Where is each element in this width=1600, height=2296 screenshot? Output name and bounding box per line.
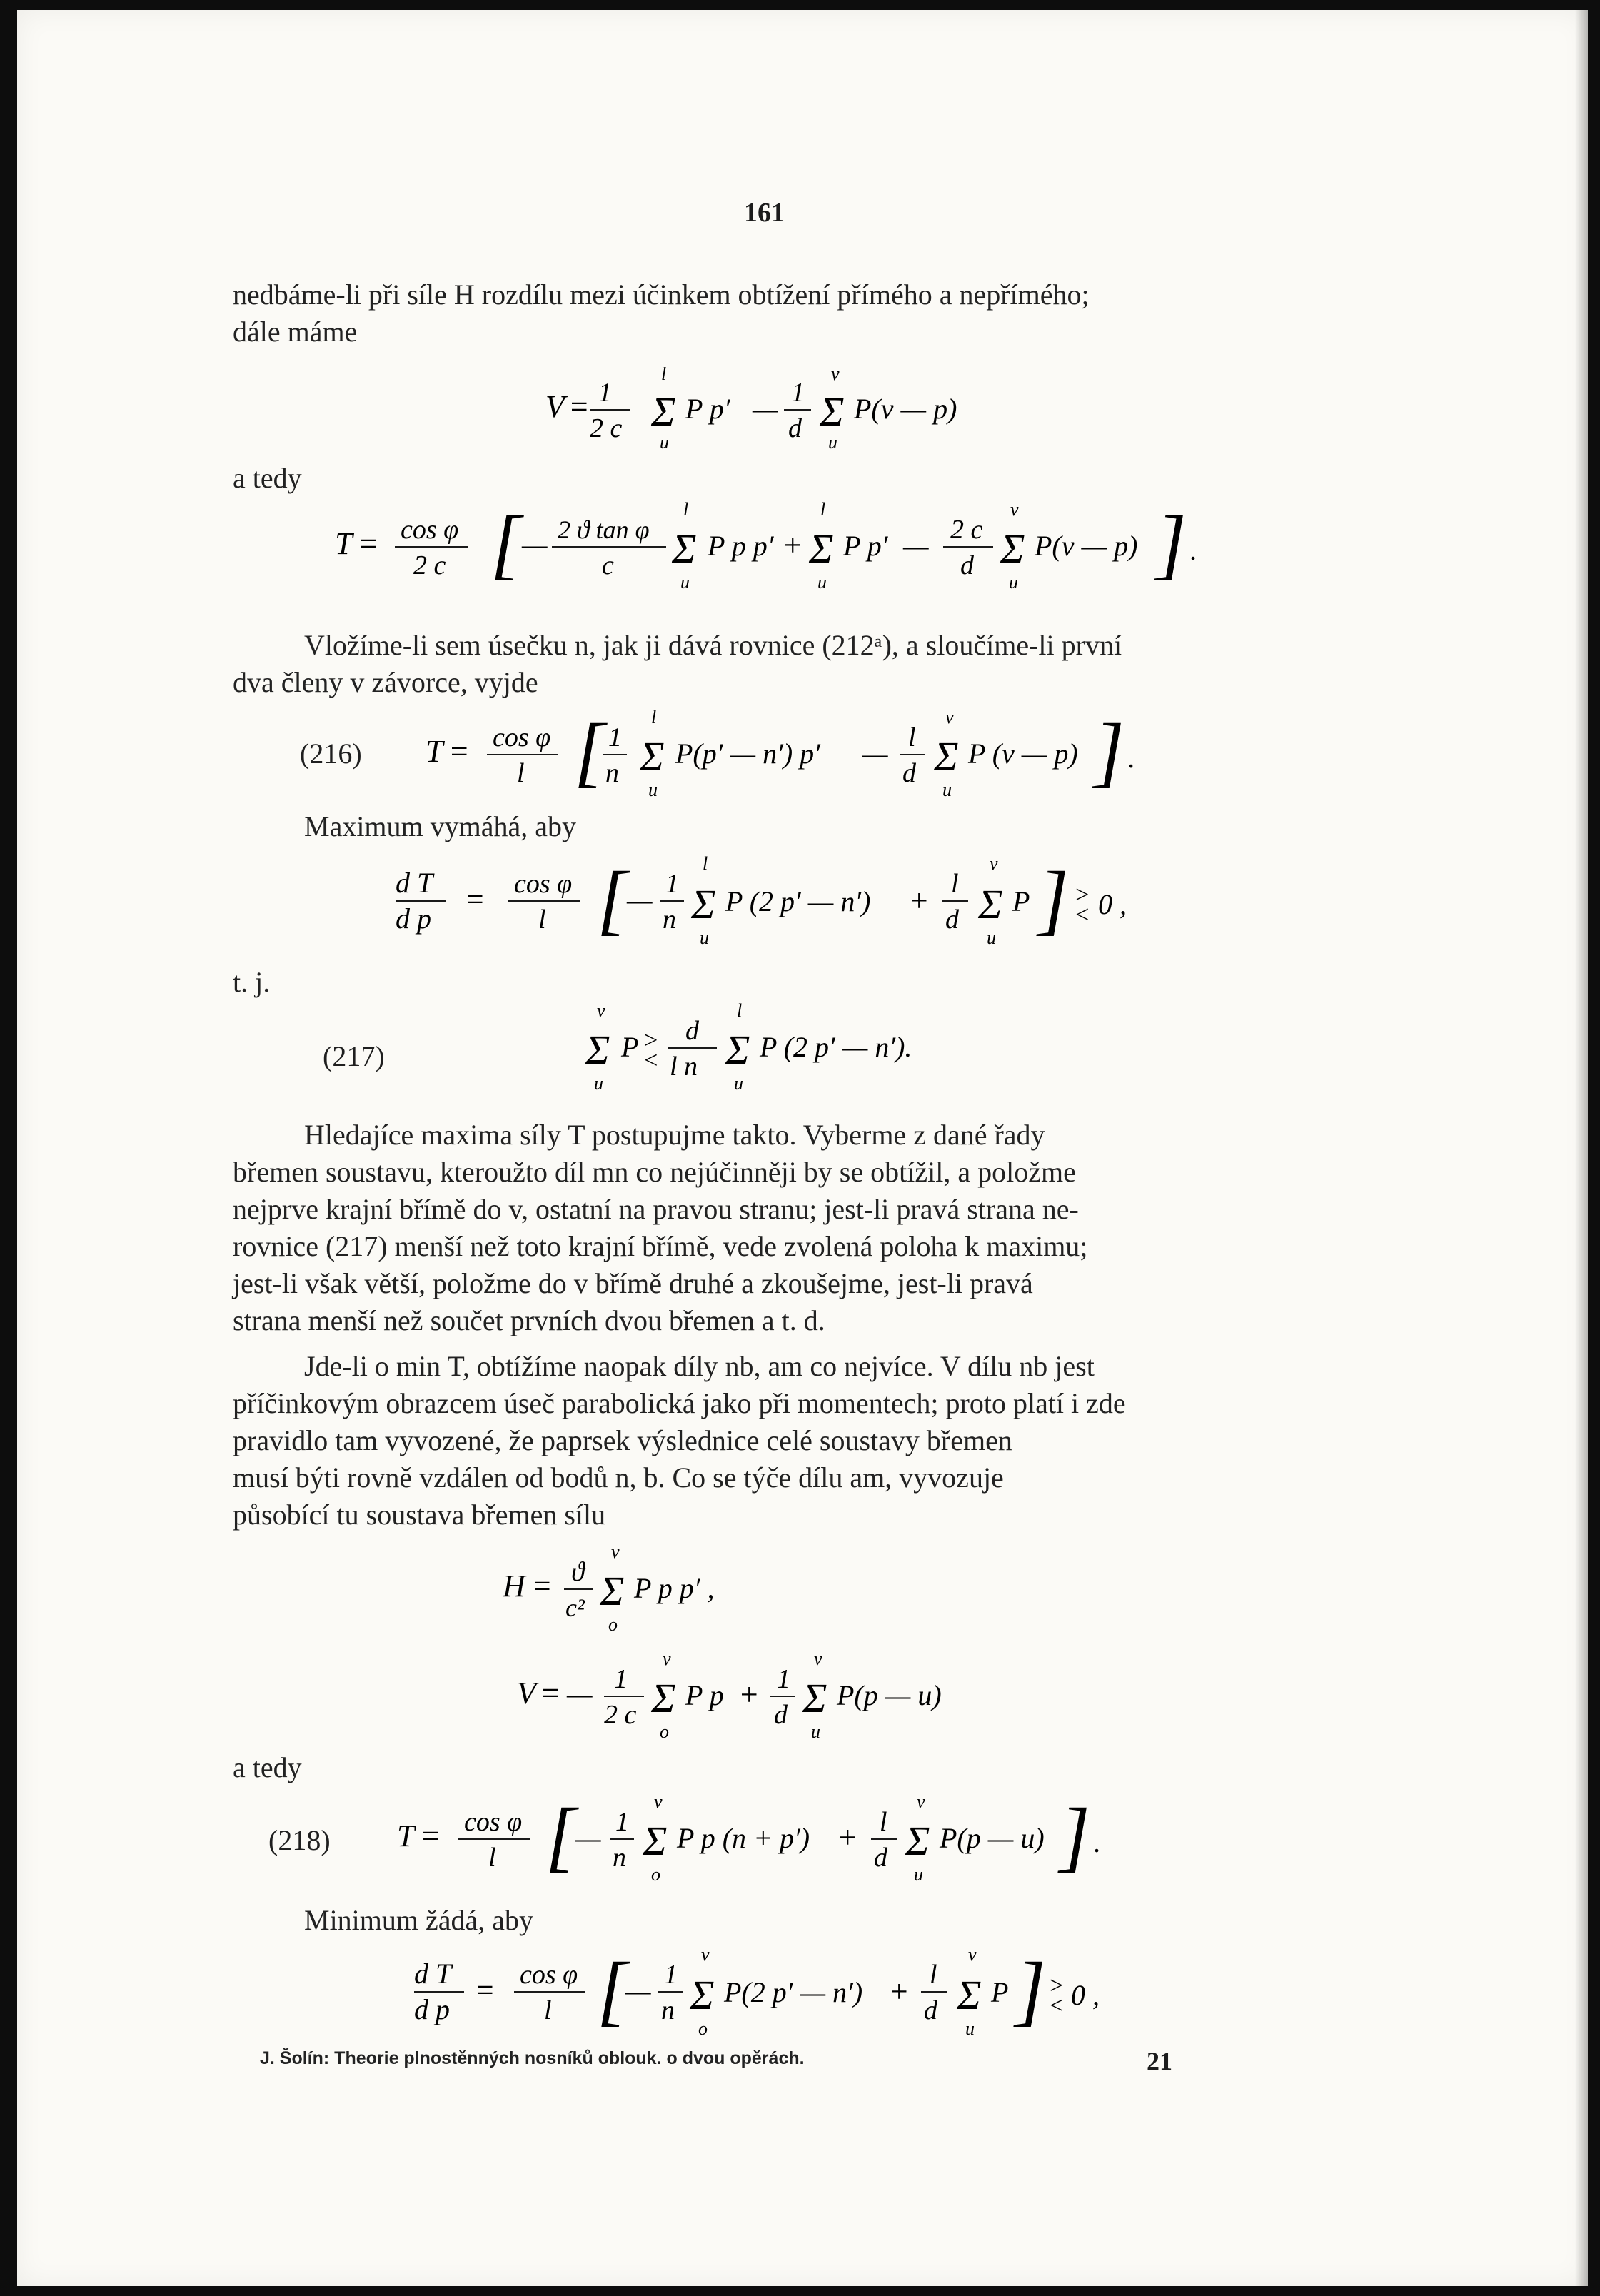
svg-text:—: — <box>575 1822 601 1854</box>
svg-text:o: o <box>608 1614 618 1635</box>
text-p4b: příčinkovým obrazcem úseč parabolická jako při momentech; proto platí i zde <box>233 1387 1126 1419</box>
text-p3e: jest-li však větší, položme do v břímě druhé a zkoušejme, jest-li pravá <box>233 1267 1033 1299</box>
svg-text:1: 1 <box>598 378 612 408</box>
svg-text:P (2 p′ — n′): P (2 p′ — n′) <box>725 885 871 917</box>
text-p1a: Vložíme-li sem úsečku n, jak ji dává rovnice (212ᵃ), a sloučíme-li první <box>304 629 1122 661</box>
svg-text:—: — <box>567 1678 593 1710</box>
equation-v2-graphic <box>517 1648 1088 1748</box>
svg-text:1: 1 <box>777 1664 790 1694</box>
svg-text:l: l <box>661 367 667 384</box>
svg-text:v: v <box>654 1791 663 1812</box>
svg-text:—: — <box>625 1975 651 2007</box>
svg-text:cos φ: cos φ <box>514 869 573 899</box>
label-t-j: t. j. <box>233 966 271 998</box>
svg-text:1: 1 <box>665 869 679 899</box>
svg-text:l: l <box>538 905 546 935</box>
svg-text:<: < <box>643 1047 659 1074</box>
svg-text:l: l <box>951 869 959 899</box>
svg-text:Σ: Σ <box>725 1027 750 1073</box>
svg-text:u: u <box>648 780 658 800</box>
svg-text:Σ: Σ <box>691 881 716 927</box>
equation-217-graphic <box>585 1000 1085 1099</box>
svg-text:>: > <box>1074 882 1090 908</box>
text-p3b: břemen soustavu, kteroužto díl mn co nejúčinněji by se obtížil, a položme <box>233 1156 1076 1188</box>
equation-dt2 <box>414 1942 1199 2057</box>
svg-text:P (v — p): P (v — p) <box>968 737 1078 770</box>
svg-text:cos φ: cos φ <box>493 722 551 752</box>
svg-text:T: T <box>426 734 443 769</box>
page-edge-shadow <box>1575 10 1588 2286</box>
svg-text:v: v <box>663 1648 671 1669</box>
svg-text:P: P <box>621 1031 639 1063</box>
svg-text:]: ] <box>1094 708 1124 795</box>
text-p4a: Jde-li o min T, obtížíme naopak díly nb, am co nejvíce. V dílu nb jest <box>304 1350 1095 1382</box>
svg-text:d p: d p <box>414 1993 450 2025</box>
svg-text:cos φ: cos φ <box>520 1960 578 1990</box>
svg-text:V: V <box>545 389 565 424</box>
svg-text:>: > <box>1048 1973 1065 1999</box>
svg-text:u: u <box>828 432 837 453</box>
equation-v1 <box>545 367 1045 468</box>
text-p5: Minimum žádá, aby <box>304 1904 534 1936</box>
svg-text:c: c <box>602 550 614 580</box>
svg-text:H: H <box>503 1569 525 1603</box>
svg-text:l: l <box>517 758 525 788</box>
svg-text:=: = <box>540 1676 561 1711</box>
svg-text:d: d <box>945 905 959 935</box>
svg-text:v: v <box>968 1944 977 1965</box>
equation-v2 <box>517 1648 1088 1756</box>
text-p3d: rovnice (217) menší než toto krajní břímě, vede zvolená poloha k maximu; <box>233 1230 1088 1262</box>
svg-text:u: u <box>660 432 669 453</box>
svg-text:—: — <box>627 884 653 916</box>
equation-h-graphic <box>503 1541 860 1641</box>
svg-text:o: o <box>660 1721 669 1742</box>
svg-text:l: l <box>651 707 657 727</box>
svg-text:]: ] <box>1060 1792 1090 1879</box>
svg-text:Σ: Σ <box>651 388 676 435</box>
svg-text:l: l <box>737 1000 743 1021</box>
svg-text:[: [ <box>545 1792 576 1879</box>
svg-text:<: < <box>1074 902 1090 928</box>
svg-text:n: n <box>663 905 676 935</box>
svg-text:u: u <box>594 1073 603 1094</box>
svg-text:d p: d p <box>396 902 431 935</box>
page-number: 161 <box>744 198 785 228</box>
svg-text:1: 1 <box>664 1960 678 1990</box>
svg-text:—: — <box>862 737 888 770</box>
svg-text:l: l <box>488 1843 496 1873</box>
svg-text:P (2 p′ — n′).: P (2 p′ — n′). <box>760 1031 912 1063</box>
svg-text:V: V <box>517 1676 536 1711</box>
equation-217 <box>585 1000 1085 1107</box>
svg-text:P(2 p′ — n′): P(2 p′ — n′) <box>724 1976 863 2008</box>
svg-text:Σ: Σ <box>905 1818 930 1864</box>
svg-text:l: l <box>820 499 826 520</box>
svg-text:2 c: 2 c <box>413 550 446 580</box>
text-p3a: Hledajíce maxima síly T postupujme takto. Vyberme z dané řady <box>304 1119 1045 1151</box>
text-p1b: dva členy v závorce, vyjde <box>233 666 538 698</box>
svg-text:2 c: 2 c <box>950 515 983 545</box>
svg-text:o: o <box>651 1864 660 1885</box>
svg-text:Σ: Σ <box>600 1568 625 1614</box>
svg-text:u: u <box>942 780 952 800</box>
svg-text:P p p′: P p p′ <box>708 530 774 562</box>
svg-text:Σ: Σ <box>957 1972 982 2018</box>
svg-text:cos φ: cos φ <box>464 1807 523 1837</box>
svg-text:d T: d T <box>396 867 433 899</box>
svg-text:Σ: Σ <box>934 733 959 780</box>
svg-text:<: < <box>1048 1993 1065 2019</box>
svg-text:0 ,: 0 , <box>1098 888 1127 920</box>
svg-text:=: = <box>568 389 590 424</box>
svg-text:Σ: Σ <box>640 733 665 780</box>
svg-text:Σ: Σ <box>978 881 1003 927</box>
svg-text:u: u <box>817 572 827 593</box>
svg-text:v: v <box>1010 499 1019 520</box>
svg-text:Σ: Σ <box>585 1027 610 1073</box>
text-line-2: dále máme <box>233 316 358 348</box>
svg-text:+: + <box>738 1677 760 1712</box>
svg-text:]: ] <box>1015 1946 1046 2033</box>
equation-dt1 <box>396 851 1252 966</box>
equation-h <box>503 1541 860 1648</box>
svg-text:l: l <box>703 853 708 874</box>
svg-text:2 ϑ tan φ: 2 ϑ tan φ <box>558 515 650 544</box>
footer-citation: J. Šolín: Theorie plnostěnných nosníků oblouk. o dvou opěrách. <box>260 2048 805 2068</box>
svg-text:P(v — p): P(v — p) <box>1035 530 1138 562</box>
text-p3f: strana menší než součet prvních dvou břemen a t. d. <box>233 1304 825 1336</box>
svg-text:+: + <box>888 1974 910 2009</box>
svg-text:d: d <box>788 413 802 443</box>
svg-text:]: ] <box>1038 855 1069 942</box>
svg-text:l: l <box>908 722 916 752</box>
svg-text:.: . <box>1128 742 1135 774</box>
equation-218 <box>397 1791 1254 1898</box>
svg-text:P: P <box>991 1976 1009 2008</box>
equation-v1-graphic <box>545 367 1045 460</box>
svg-text:Σ: Σ <box>820 388 845 435</box>
svg-text:+: + <box>908 883 930 918</box>
equation-t1 <box>335 498 1263 606</box>
svg-text:2 c: 2 c <box>590 413 623 443</box>
svg-text:P p: P p <box>685 1679 724 1711</box>
svg-text:v: v <box>831 367 840 384</box>
svg-text:u: u <box>965 2018 975 2039</box>
svg-text:v: v <box>611 1541 620 1562</box>
svg-text:.: . <box>1094 1826 1101 1858</box>
svg-text:P(p — u): P(p — u) <box>940 1822 1045 1854</box>
svg-text:P p (n + p′): P p (n + p′) <box>677 1822 810 1854</box>
svg-text:n: n <box>661 1995 675 2025</box>
svg-text:d: d <box>685 1016 699 1046</box>
svg-text:+: + <box>782 528 803 563</box>
svg-text:Σ: Σ <box>651 1675 676 1721</box>
text-p4c: pravidlo tam vyvozené, že paprsek výslednice celé soustavy břemen <box>233 1424 1012 1456</box>
svg-text:—: — <box>522 528 548 560</box>
svg-text:P(p′ — n′) p′: P(p′ — n′) p′ <box>675 737 820 770</box>
svg-text:u: u <box>1009 572 1018 593</box>
svg-text:o: o <box>698 2018 708 2039</box>
label-a-tedy-2: a tedy <box>233 1751 302 1783</box>
svg-text:d: d <box>774 1700 788 1730</box>
label-a-tedy-1: a tedy <box>233 462 302 494</box>
svg-text:u: u <box>734 1073 743 1094</box>
text-p3c: nejprve krajní břímě do v, ostatní na pravou stranu; jest-li pravá strana ne- <box>233 1193 1079 1225</box>
svg-text:d: d <box>902 758 916 788</box>
svg-text:v: v <box>990 853 998 874</box>
svg-text:1: 1 <box>608 722 622 752</box>
svg-text:Σ: Σ <box>643 1818 668 1864</box>
svg-text:P p′: P p′ <box>685 393 730 425</box>
svg-text:l: l <box>683 499 689 520</box>
svg-text:—: — <box>903 530 929 562</box>
text-p2: Maximum vymáhá, aby <box>304 810 577 842</box>
svg-text:c²: c² <box>565 1593 585 1622</box>
svg-text:Σ: Σ <box>809 525 834 572</box>
svg-text:P p p′ ,: P p p′ , <box>634 1572 715 1604</box>
svg-text:1: 1 <box>791 378 805 408</box>
text-line-1: nedbáme-li při síle H rozdílu mezi účinkem obtížení přímého a nepřímého; <box>233 278 1090 311</box>
svg-text:1: 1 <box>614 1664 628 1694</box>
svg-text:0 ,: 0 , <box>1071 1979 1100 2011</box>
svg-text:cos φ: cos φ <box>401 515 459 545</box>
svg-text:P: P <box>1012 885 1030 917</box>
svg-text:]: ] <box>1156 500 1187 587</box>
svg-text:ϑ: ϑ <box>571 1557 585 1587</box>
svg-text:Σ: Σ <box>672 525 697 572</box>
svg-text:Σ: Σ <box>802 1675 827 1721</box>
svg-text:u: u <box>700 927 709 948</box>
svg-text:=: = <box>531 1569 553 1603</box>
svg-text:v: v <box>945 707 954 727</box>
svg-text:d: d <box>924 1995 937 2025</box>
svg-text:l n: l n <box>670 1052 698 1082</box>
svg-text:P(v — p): P(v — p) <box>854 393 957 425</box>
svg-text:u: u <box>811 1721 820 1742</box>
eq-number-218: (218) <box>268 1824 331 1856</box>
eq-number-216: (216) <box>300 737 362 770</box>
svg-text:P p′: P p′ <box>843 530 888 562</box>
svg-text:Σ: Σ <box>690 1972 715 2018</box>
svg-text:v: v <box>814 1648 822 1669</box>
svg-text:+: + <box>837 1820 858 1855</box>
svg-text:d: d <box>960 550 974 580</box>
svg-text:[: [ <box>490 500 521 587</box>
svg-text:l: l <box>880 1807 887 1837</box>
equation-dt2-graphic <box>414 1942 1199 2049</box>
svg-text:d: d <box>874 1843 887 1873</box>
signature-mark: 21 <box>1147 2047 1172 2075</box>
svg-text:=: = <box>358 526 379 561</box>
svg-text:Σ: Σ <box>1000 525 1025 572</box>
equation-216-graphic <box>426 706 1211 806</box>
eq-number-217: (217) <box>323 1040 385 1072</box>
svg-text:P(p — u): P(p — u) <box>837 1679 942 1711</box>
svg-text:=: = <box>448 734 470 769</box>
svg-text:T: T <box>335 526 353 561</box>
svg-text:n: n <box>613 1843 626 1873</box>
svg-text:[: [ <box>597 855 628 942</box>
equation-218-graphic <box>397 1791 1254 1890</box>
text-p4d: musí býti rovně vzdálen od bodů n, b. Co se týče dílu am, vyvozuje <box>233 1461 1004 1494</box>
svg-text:u: u <box>987 927 996 948</box>
svg-text:v: v <box>917 1791 925 1812</box>
svg-text:—: — <box>753 393 778 425</box>
svg-text:u: u <box>914 1864 923 1885</box>
svg-text:2 c: 2 c <box>604 1700 637 1730</box>
equation-dt1-graphic <box>396 851 1252 958</box>
svg-text:=: = <box>474 1973 495 2008</box>
svg-text:>: > <box>643 1027 659 1054</box>
svg-text:v: v <box>597 1000 605 1021</box>
svg-text:T: T <box>397 1818 415 1853</box>
page <box>17 10 1588 2286</box>
svg-text:l: l <box>544 1995 552 2025</box>
equation-216 <box>426 706 1211 814</box>
svg-text:n: n <box>605 758 619 788</box>
svg-text:d T: d T <box>414 1958 452 1990</box>
svg-text:.: . <box>1190 534 1197 566</box>
equation-t1-graphic <box>335 498 1263 598</box>
text-p4e: působící tu soustava břemen sílu <box>233 1499 606 1531</box>
svg-text:[: [ <box>574 708 605 795</box>
svg-text:1: 1 <box>615 1807 629 1837</box>
svg-text:v: v <box>701 1944 710 1965</box>
svg-text:u: u <box>680 572 690 593</box>
svg-text:[: [ <box>597 1946 628 2033</box>
svg-text:=: = <box>420 1818 441 1853</box>
svg-text:l: l <box>930 1960 937 1990</box>
svg-text:=: = <box>464 882 485 917</box>
